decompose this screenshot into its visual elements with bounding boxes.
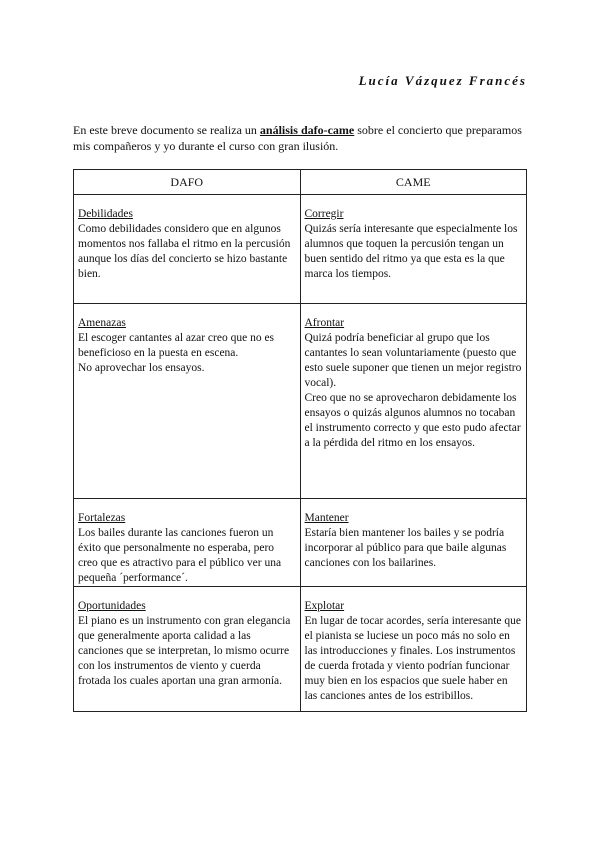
cell-afrontar	[300, 304, 527, 499]
cell-title: Amenazas	[78, 317, 126, 329]
table-row-debilidades	[74, 195, 527, 304]
intro-text-after: sobre el concierto que preparamos mis compañeros y yo durante el curso con gran ilusión.	[73, 123, 522, 153]
cell-corregir	[300, 195, 527, 304]
cell-text: En lugar de tocar acordes, sería interesante que el pianista se luciese un poco más no solo en las introducciones y finales. Los instrumentos de cuerda frotada y viento podrían funcionar muy bien en los espacios que suele haber en las canciones antes de los estribillos.	[304, 615, 521, 702]
cell-title: Mantener	[304, 512, 349, 524]
table-header-row	[74, 170, 527, 195]
cell-debilidades	[74, 195, 301, 304]
table-row-oportunidades	[74, 587, 527, 712]
cell-title: Corregir	[304, 208, 344, 220]
cell-oportunidades	[74, 587, 301, 712]
cell-title: Explotar	[304, 600, 345, 612]
table-row-fortalezas	[74, 499, 527, 587]
header-came: CAME	[300, 170, 527, 195]
intro-highlight: análisis dafo-came	[259, 123, 355, 137]
cell-explotar	[300, 587, 527, 712]
cell-text: Quizás sería interesante que especialmente los alumnos que toquen la percusión tengan un buen sentido del ritmo ya que esta es la que marca los tiempos.	[304, 223, 518, 280]
cell-fortalezas	[74, 499, 301, 587]
cell-title: Oportunidades	[78, 600, 146, 612]
cell-text: Quizá podría beneficiar al grupo que los cantantes lo sean voluntariamente (puesto que esto suele suponer que tienen un mejor registro vocal). Creo que no se aprovecharon debidamente los ensayos o quizás algunos alumnos no tocaban el instrumento correcto y que esto pudo afectar a la pérdida del ritmo en los ensayos.	[304, 332, 522, 449]
table-row-amenazas	[74, 304, 527, 499]
cell-mantener	[300, 499, 527, 587]
cell-title: Afrontar	[304, 317, 345, 329]
cell-title: Debilidades	[78, 208, 133, 220]
intro-text-before: En este breve documento se realiza un	[73, 123, 260, 137]
cell-title: Fortalezas	[78, 512, 126, 524]
cell-text: Estaría bien mantener los bailes y se podría incorporar al público para que baile algunas canciones con los bailarines.	[304, 527, 507, 569]
author-name: Lucía Vázquez Francés	[358, 73, 527, 88]
header-dafo: DAFO	[74, 170, 301, 195]
cell-text: El piano es un instrumento con gran elegancia que generalmente aporta calidad a las canciones que se interpretan, lo mismo ocurre con los instrumentos de viento y cuerda frotada los cuales aportan una gran armonía.	[78, 615, 291, 687]
intro-paragraph	[73, 122, 533, 154]
cell-text: Como debilidades considero que en algunos momentos nos fallaba el ritmo en la percusión aunque los días del concierto se hizo bastante bien.	[78, 223, 291, 280]
cell-text: El escoger cantantes al azar creo que no es beneficioso en la puesta en escena. No aprovechar los ensayos.	[78, 332, 275, 374]
cell-amenazas	[74, 304, 301, 499]
cell-text: Los bailes durante las canciones fueron un éxito que personalmente no esperaba, pero creo que es atractivo para el público ver una pequeña ´performance´.	[78, 527, 282, 584]
dafo-came-table	[73, 169, 527, 712]
